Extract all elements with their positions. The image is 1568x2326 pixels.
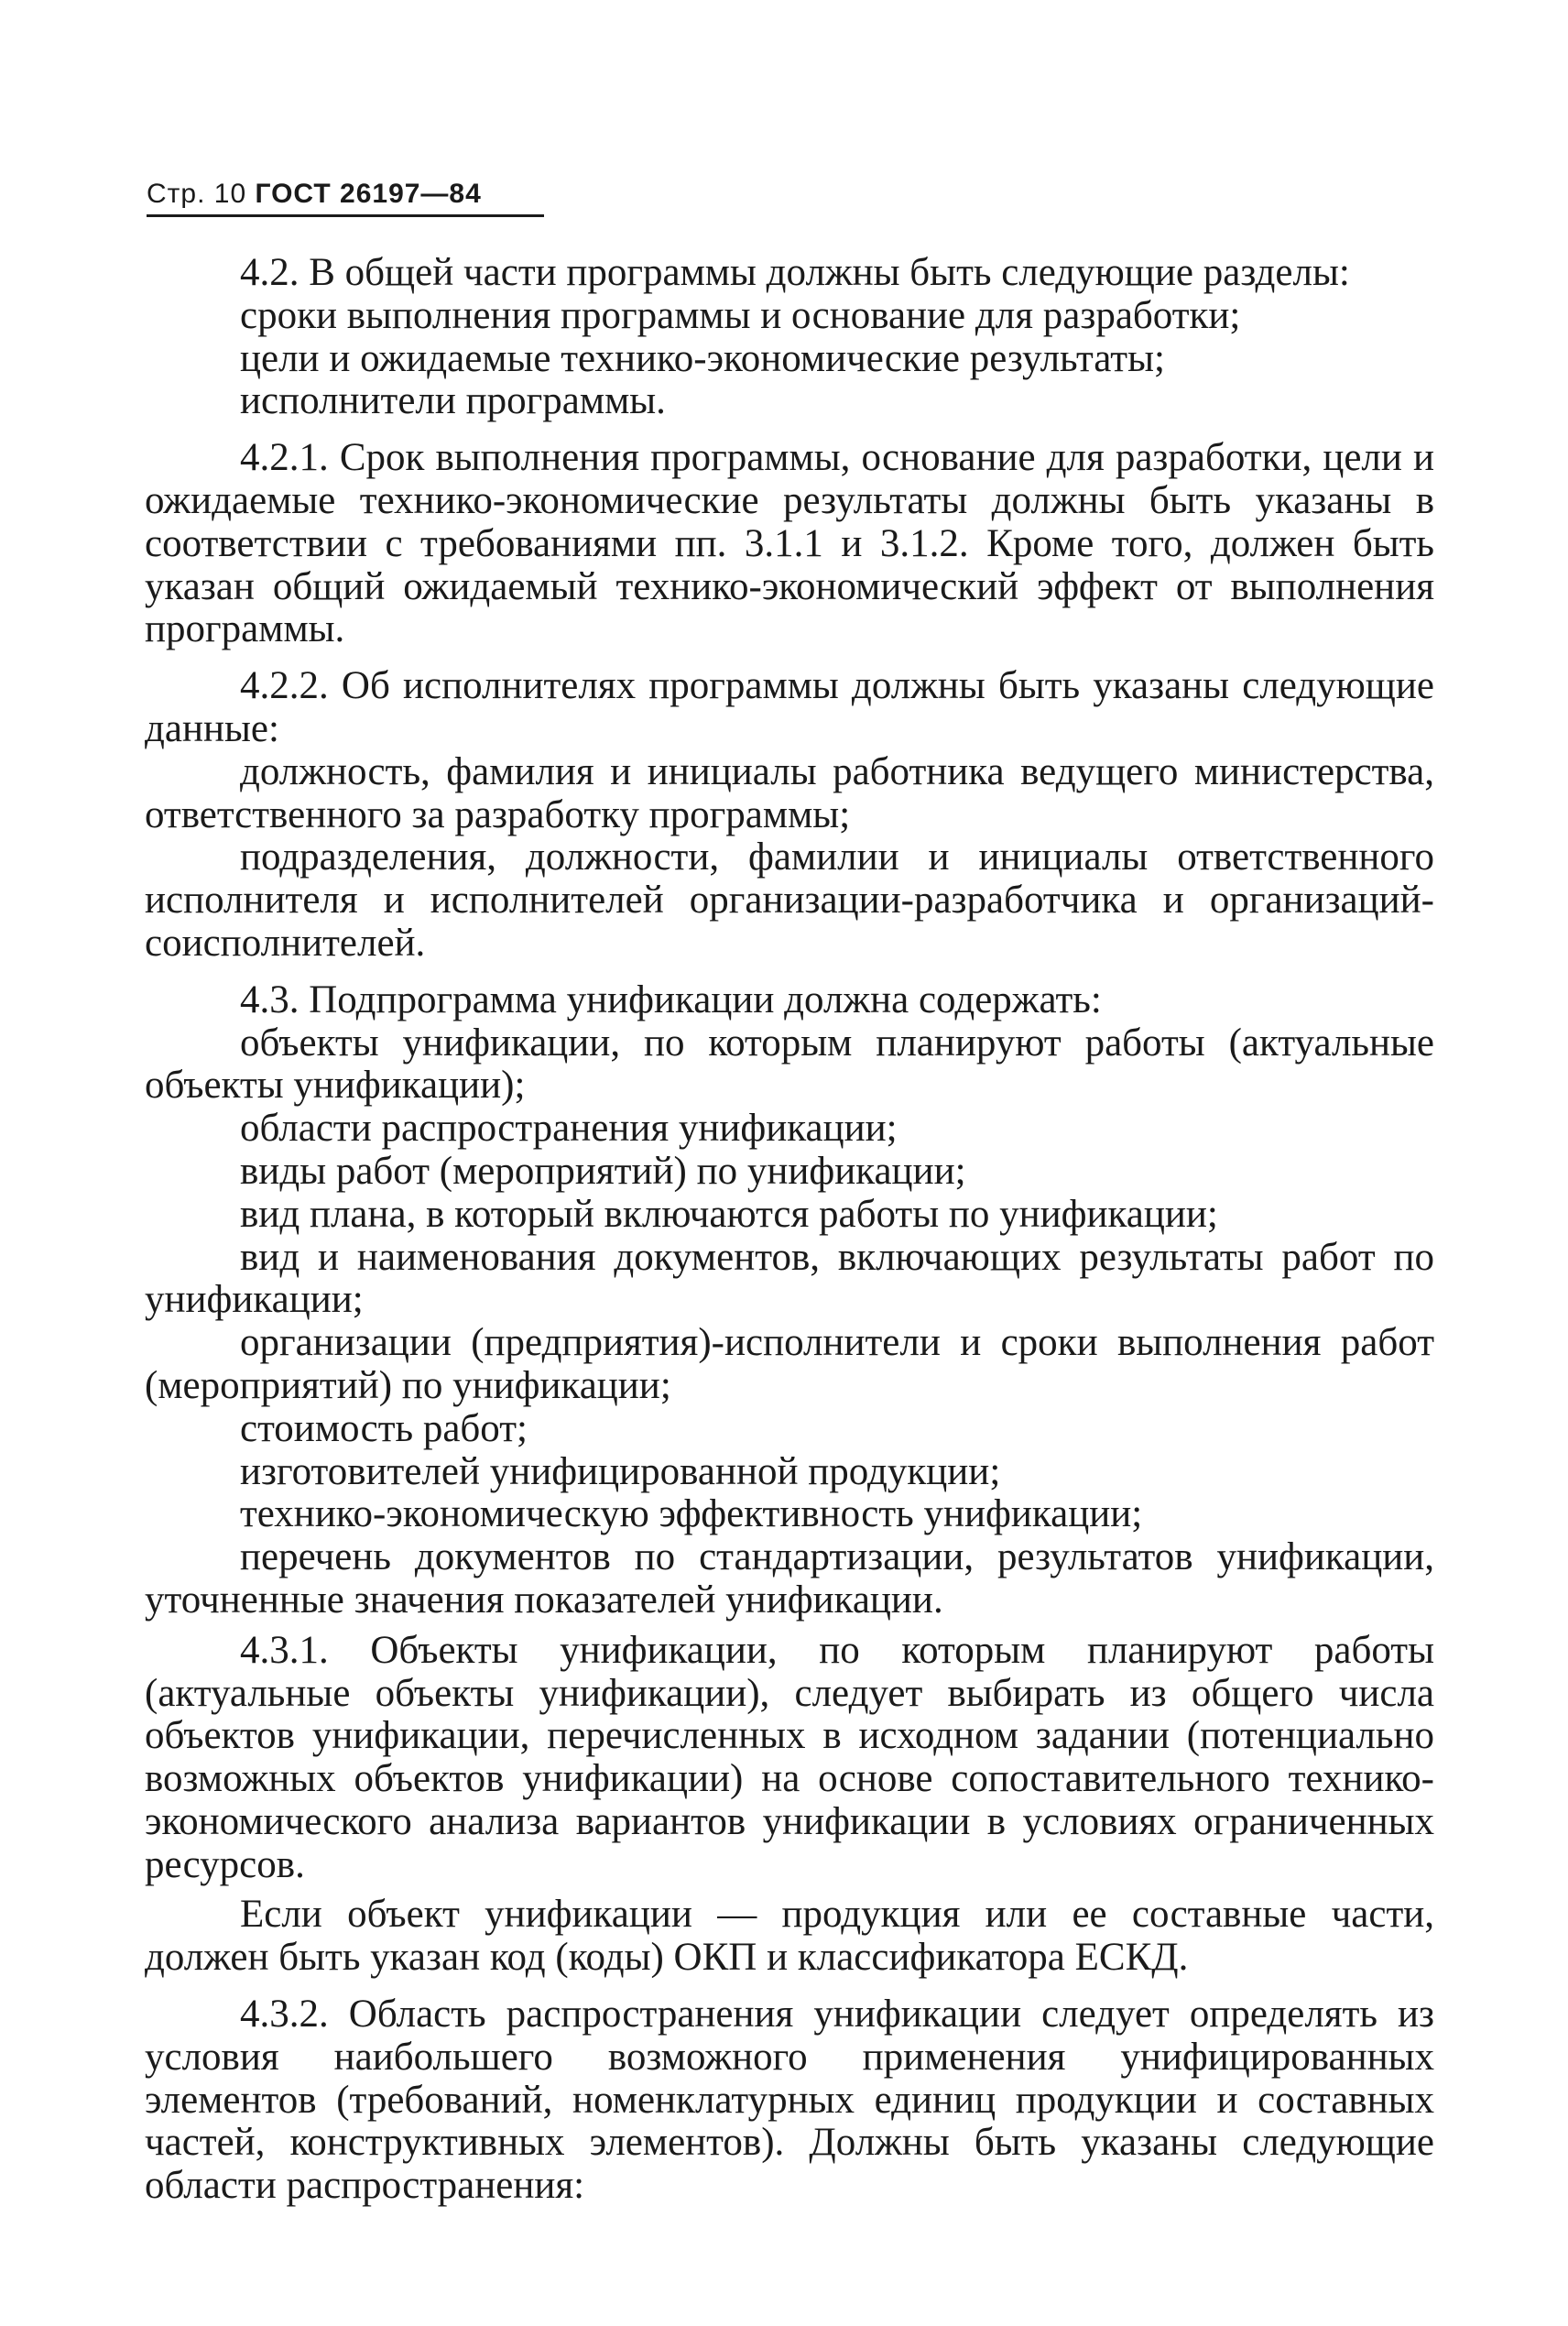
paragraph: Если объект унификации — продукция или ее составные части, должен быть указан код (коды) ОКП и классификатора ЕСКД. [145,1893,1434,1980]
document-body [145,252,1434,2208]
paragraph: организации (предприятия)-исполнители и сроки выполнения работ (мероприятий) по унификации; [145,1321,1434,1407]
paragraph: 4.2.1. Срок выполнения программы, основание для разработки, цели и ожидаемые технико-экономические результаты должны быть указаны в соответствии с требованиями пп. 3.1.1 и 3.1.2. Кроме того, должен быть указан общий ожидаемый технико-экономический эффект от выполнения программы. [145,436,1434,651]
paragraph: 4.2.2. Об исполнителях программы должны быть указаны следующие данные: [145,664,1434,750]
standard-number: ГОСТ 26197—84 [255,179,482,209]
paragraph: 4.3.2. Область распространения унификации следует определять из условия наибольшего возможного применения унифицированных элементов (требований, номенклатурных единиц продукции и составных частей, конструктивных элементов). Должны быть указаны следующие области распространения: [145,1993,1434,2208]
paragraph: перечень документов по стандартизации, результатов унификации, уточненные значения показателей унификации. [145,1535,1434,1622]
paragraph: стоимость работ; [240,1406,528,1450]
paragraph: сроки выполнения программы и основание для разработки; [240,293,1241,337]
paragraph: подразделения, должности, фамилии и инициалы ответственного исполнителя и исполнителей организации-разработчика и организаций-соисполнителей. [145,835,1434,965]
paragraph: технико-экономическую эффективность унификации; [240,1492,1143,1536]
page-header [147,174,544,217]
paragraph: виды работ (мероприятий) по унификации; [240,1149,966,1193]
paragraph: 4.3.1. Объекты унификации, по которым планируют работы (актуальные объекты унификации), следует выбирать из общего числа объектов унификации, перечисленных в исходном задании (потенциально возможных объектов унификации) на основе сопоставительного технико-экономического анализа вариантов унификации в условиях ограниченных ресурсов. [145,1628,1434,1886]
paragraph: должность, фамилия и инициалы работника ведущего министерства, ответственного за разработку программы; [145,749,1434,836]
paragraph: области распространения унификации; [240,1107,898,1151]
paragraph: 4.3. Подпрограмма унификации должна содержать: [240,977,1102,1021]
paragraph: объекты унификации, по которым планируют работы (актуальные объекты унификации); [145,1021,1434,1108]
paragraph: исполнители программы. [240,379,666,423]
paragraph: изготовителей унифицированной продукции; [240,1449,1001,1493]
paragraph: вид плана, в который включаются работы по унификации; [240,1192,1218,1236]
page-number: Стр. 10 [147,179,247,209]
paragraph: цели и ожидаемые технико-экономические результаты; [240,336,1165,380]
paragraph: вид и наименования документов, включающих результаты работ по унификации; [145,1235,1434,1322]
paragraph: 4.2. В общей части программы должны быть следующие разделы: [240,251,1350,294]
